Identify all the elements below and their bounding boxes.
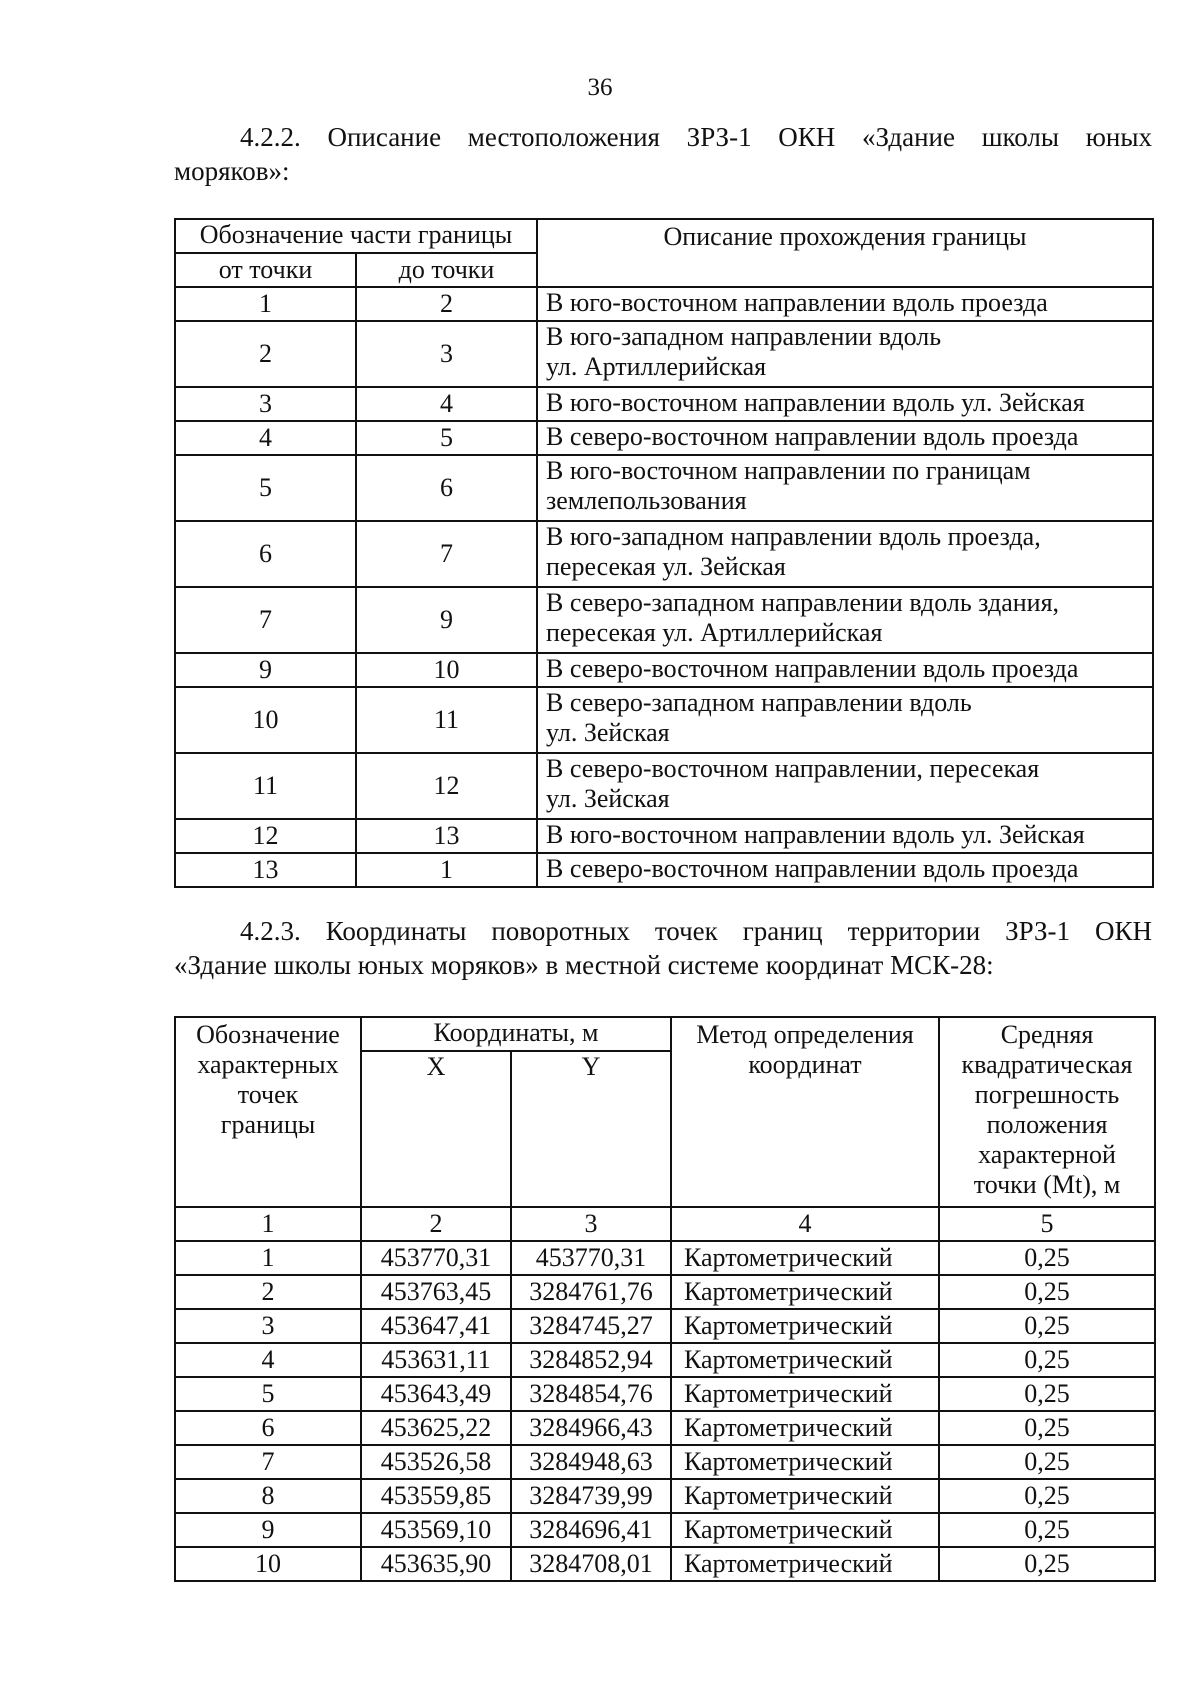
header-boundary-part: Обозначение части границы: [175, 219, 537, 253]
header-coordinates: Координаты, м: [361, 1017, 671, 1051]
table-row: [175, 421, 1153, 455]
to-point-cell: 2: [356, 287, 537, 321]
to-point-cell: 6: [356, 455, 537, 521]
method-cell: Картометрический: [671, 1275, 939, 1309]
method-cell: Картометрический: [671, 1479, 939, 1513]
header-y: Y: [511, 1051, 671, 1207]
description-line: В северо-восточном направлении, пересекая: [546, 754, 1040, 783]
description-line: В юго-восточном направлении вдоль проезда: [546, 288, 1048, 317]
x-cell: 453647,41: [361, 1309, 511, 1343]
from-point-cell: 9: [175, 653, 356, 687]
y-cell: 3284948,63: [511, 1445, 671, 1479]
header-line: характерных: [197, 1050, 339, 1079]
description-cell: [537, 421, 1153, 455]
header-line: квадратическая: [961, 1050, 1133, 1079]
description-line: В северо-восточном направлении вдоль проезда: [546, 422, 1079, 451]
header-point-lines: [176, 1020, 360, 1140]
method-cell: Картометрический: [671, 1343, 939, 1377]
description-line: землепользования: [546, 486, 747, 515]
description-line: В юго-западном направлении вдоль: [546, 322, 942, 351]
coordinates-table: [174, 1016, 1156, 1582]
section-heading-coordinates: [174, 914, 1152, 982]
to-point-cell: 13: [356, 819, 537, 853]
x-cell: 453631,11: [361, 1343, 511, 1377]
description-cell: [537, 521, 1153, 587]
column-number-cell: 2: [361, 1207, 511, 1241]
table-row: [175, 1377, 1155, 1411]
point-cell: 10: [175, 1547, 361, 1581]
description-cell: [537, 387, 1153, 421]
to-point-cell: 12: [356, 753, 537, 819]
error-cell: 0,25: [939, 1547, 1155, 1581]
description-cell: [537, 853, 1153, 887]
header-boundary-description: Описание прохождения границы: [537, 219, 1153, 287]
column-number-cell: 4: [671, 1207, 939, 1241]
description-cell: [537, 587, 1153, 653]
table-row: [175, 321, 1153, 387]
from-point-cell: 2: [175, 321, 356, 387]
from-point-cell: 3: [175, 387, 356, 421]
table-row: [175, 387, 1153, 421]
section-heading-line: «Здание школы юных моряков» в местной системе координат МСК-28:: [174, 950, 994, 980]
description-line: ул. Зейская: [546, 784, 670, 813]
error-cell: 0,25: [939, 1445, 1155, 1479]
description-line: В юго-восточном направлении вдоль ул. Зейская: [546, 820, 1085, 849]
y-cell: 3284708,01: [511, 1547, 671, 1581]
x-cell: 453625,22: [361, 1411, 511, 1445]
point-cell: 1: [175, 1241, 361, 1275]
table-row: [175, 1547, 1155, 1581]
table-row: [175, 521, 1153, 587]
y-cell: 3284852,94: [511, 1343, 671, 1377]
method-cell: Картометрический: [671, 1547, 939, 1581]
header-from-point: от точки: [175, 253, 356, 287]
header-error-lines: [940, 1020, 1154, 1200]
description-cell: [537, 819, 1153, 853]
y-cell: 3284854,76: [511, 1377, 671, 1411]
description-cell: [537, 687, 1153, 753]
error-cell: 0,25: [939, 1343, 1155, 1377]
description-line: В северо-восточном направлении вдоль проезда: [546, 854, 1079, 883]
table-row: [175, 1241, 1155, 1275]
point-cell: 4: [175, 1343, 361, 1377]
point-cell: 5: [175, 1377, 361, 1411]
description-line: В северо-западном направлении вдоль: [546, 688, 972, 717]
coordinates-table-body: [175, 1241, 1155, 1581]
from-point-cell: 4: [175, 421, 356, 455]
header-line: точек: [237, 1080, 299, 1109]
method-cell: Картометрический: [671, 1445, 939, 1479]
x-cell: 453770,31: [361, 1241, 511, 1275]
point-cell: 8: [175, 1479, 361, 1513]
from-point-cell: 12: [175, 819, 356, 853]
header-mean-error: [939, 1017, 1155, 1207]
description-line: В северо-западном направлении вдоль здания,: [546, 588, 1060, 617]
x-cell: 453643,49: [361, 1377, 511, 1411]
table-row: [175, 653, 1153, 687]
description-line: пересекая ул. Артиллерийская: [546, 618, 883, 647]
header-line: Средняя: [1000, 1020, 1094, 1049]
table-row: [175, 1513, 1155, 1547]
description-line: ул. Зейская: [546, 718, 670, 747]
header-line: погрешность: [974, 1080, 1120, 1109]
to-point-cell: 3: [356, 321, 537, 387]
description-line: ул. Артиллерийская: [546, 352, 767, 381]
from-point-cell: 11: [175, 753, 356, 819]
error-cell: 0,25: [939, 1411, 1155, 1445]
error-cell: 0,25: [939, 1241, 1155, 1275]
from-point-cell: 13: [175, 853, 356, 887]
section-heading-location: [174, 120, 1152, 188]
table-row: [175, 1275, 1155, 1309]
from-point-cell: 5: [175, 455, 356, 521]
point-cell: 9: [175, 1513, 361, 1547]
column-number-cell: 3: [511, 1207, 671, 1241]
column-number-cell: 5: [939, 1207, 1155, 1241]
error-cell: 0,25: [939, 1479, 1155, 1513]
to-point-cell: 7: [356, 521, 537, 587]
description-cell: [537, 287, 1153, 321]
point-cell: 7: [175, 1445, 361, 1479]
y-cell: 3284696,41: [511, 1513, 671, 1547]
method-cell: Картометрический: [671, 1377, 939, 1411]
error-cell: 0,25: [939, 1513, 1155, 1547]
header-to-point: до точки: [356, 253, 537, 287]
to-point-cell: 10: [356, 653, 537, 687]
boundary-table-body: [175, 287, 1153, 887]
header-line: характерной: [978, 1140, 1116, 1169]
to-point-cell: 5: [356, 421, 537, 455]
description-line: В северо-восточном направлении вдоль проезда: [546, 654, 1079, 683]
description-line: В юго-западном направлении вдоль проезда,: [546, 522, 1041, 551]
table-row: [175, 455, 1153, 521]
from-point-cell: 7: [175, 587, 356, 653]
table-row: [175, 1309, 1155, 1343]
to-point-cell: 4: [356, 387, 537, 421]
boundary-description-table: [174, 218, 1154, 888]
table-row: [175, 853, 1153, 887]
description-cell: [537, 753, 1153, 819]
section-heading-line: 4.2.3. Координаты поворотных точек границ территории ЗРЗ-1 ОКН: [240, 916, 1152, 946]
y-cell: 3284739,99: [511, 1479, 671, 1513]
table-row: [175, 687, 1153, 753]
from-point-cell: 1: [175, 287, 356, 321]
to-point-cell: 11: [356, 687, 537, 753]
header-line: границы: [220, 1110, 316, 1139]
point-cell: 2: [175, 1275, 361, 1309]
header-line: координат: [748, 1050, 862, 1079]
section-heading-line: 4.2.2. Описание местоположения ЗРЗ-1 ОКН «Здание школы юных: [240, 122, 1152, 152]
column-numbers-row: [175, 1207, 1155, 1241]
point-cell: 6: [175, 1411, 361, 1445]
description-cell: [537, 455, 1153, 521]
table-row: [175, 287, 1153, 321]
description-line: В юго-восточном направлении вдоль ул. Зейская: [546, 388, 1085, 417]
method-cell: Картометрический: [671, 1309, 939, 1343]
from-point-cell: 10: [175, 687, 356, 753]
y-cell: 453770,31: [511, 1241, 671, 1275]
x-cell: 453763,45: [361, 1275, 511, 1309]
header-line: Обозначение: [196, 1020, 340, 1049]
description-line: пересекая ул. Зейская: [546, 552, 786, 581]
header-method-lines: [672, 1020, 938, 1080]
table-row: [175, 1445, 1155, 1479]
description-cell: [537, 653, 1153, 687]
y-cell: 3284761,76: [511, 1275, 671, 1309]
point-cell: 3: [175, 1309, 361, 1343]
header-x: X: [361, 1051, 511, 1207]
column-number-cell: 1: [175, 1207, 361, 1241]
description-cell: [537, 321, 1153, 387]
table-row: [175, 1343, 1155, 1377]
from-point-cell: 6: [175, 521, 356, 587]
error-cell: 0,25: [939, 1377, 1155, 1411]
table-row: [175, 819, 1153, 853]
method-cell: Картометрический: [671, 1411, 939, 1445]
error-cell: 0,25: [939, 1275, 1155, 1309]
table-row: [175, 753, 1153, 819]
header-point-designation: [175, 1017, 361, 1207]
method-cell: Картометрический: [671, 1513, 939, 1547]
table-row: [175, 1411, 1155, 1445]
description-line: В юго-восточном направлении по границам: [546, 456, 1031, 485]
x-cell: 453569,10: [361, 1513, 511, 1547]
y-cell: 3284966,43: [511, 1411, 671, 1445]
error-cell: 0,25: [939, 1309, 1155, 1343]
to-point-cell: 9: [356, 587, 537, 653]
y-cell: 3284745,27: [511, 1309, 671, 1343]
page-number: 36: [587, 74, 613, 101]
method-cell: Картометрический: [671, 1241, 939, 1275]
header-method: [671, 1017, 939, 1207]
header-line: точки (Mt), м: [973, 1170, 1121, 1199]
x-cell: 453635,90: [361, 1547, 511, 1581]
header-line: положения: [986, 1110, 1108, 1139]
x-cell: 453559,85: [361, 1479, 511, 1513]
table-row: [175, 1479, 1155, 1513]
table-row: [175, 587, 1153, 653]
header-line: Метод определения: [696, 1020, 914, 1049]
section-heading-line: моряков»:: [174, 156, 290, 186]
to-point-cell: 1: [356, 853, 537, 887]
x-cell: 453526,58: [361, 1445, 511, 1479]
